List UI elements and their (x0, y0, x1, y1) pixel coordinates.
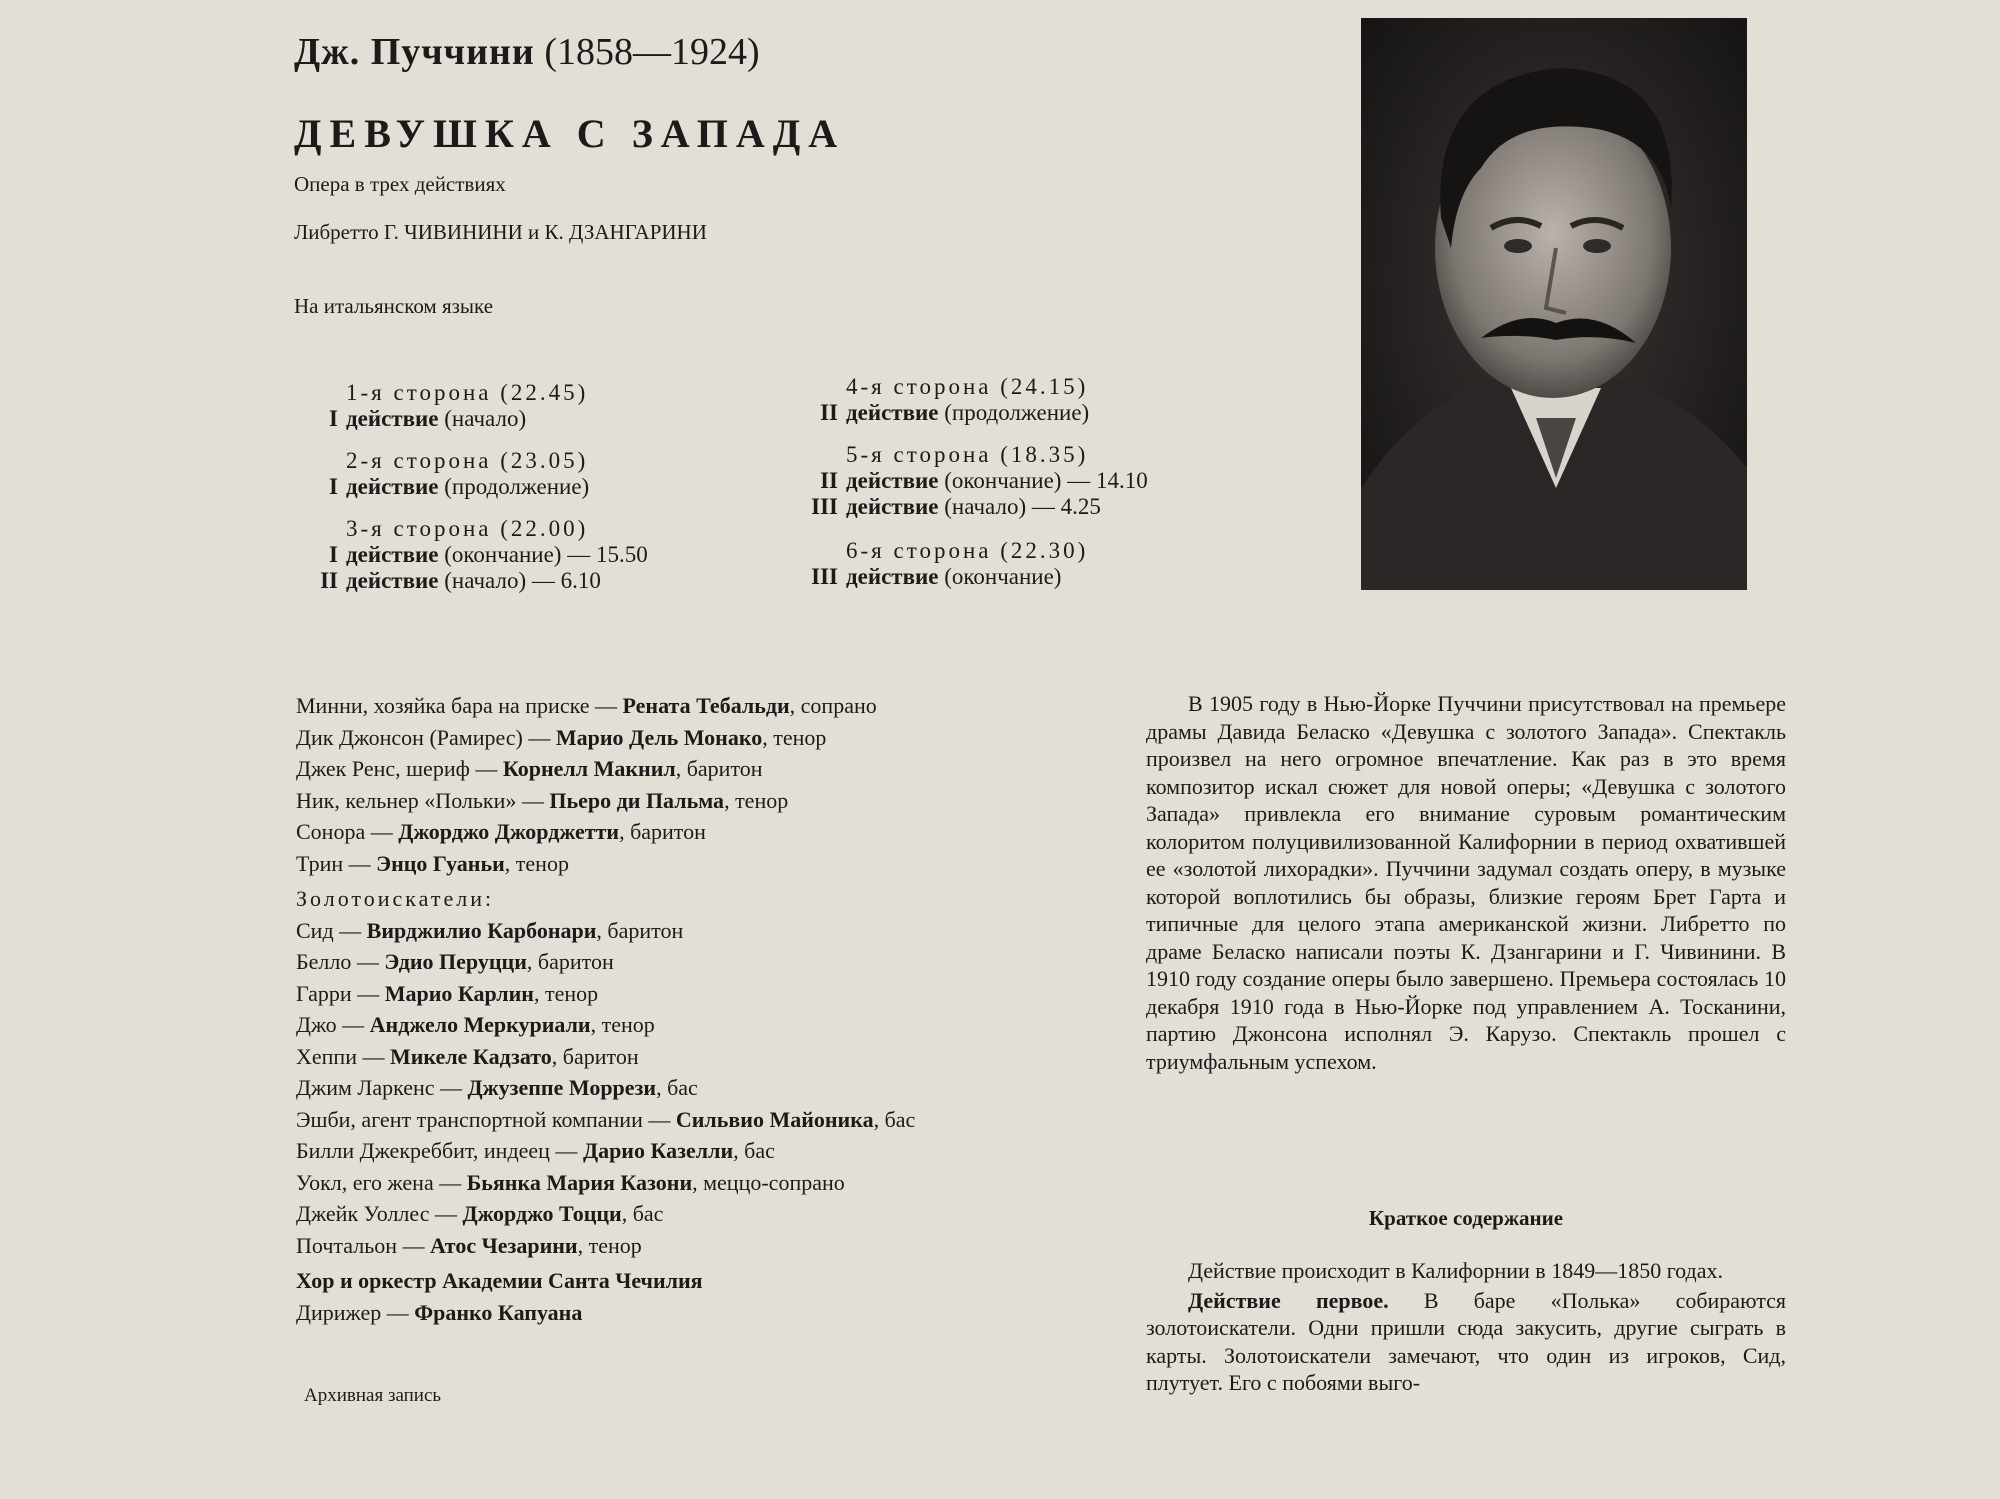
composer-name: Дж. Пуччини (294, 31, 535, 73)
cast-line: Джим Ларкенс — Джузеппе Моррези, бас (296, 1075, 698, 1100)
summary-paragraph-1: Действие происходит в Калифорнии в 1849—1850 годах. (1188, 1258, 1723, 1283)
language-note: На итальянском языке (294, 294, 494, 318)
cast-line: Сид — Вирджилио Карбонари, баритон (296, 917, 684, 943)
composer-years: (1858—1924) (544, 31, 760, 73)
intro-text (1146, 690, 1786, 1075)
opera-title: ДЕВУШКА С ЗАПАДА (294, 111, 846, 156)
side-header: 4-я сторона (24.15) (846, 374, 1089, 399)
choir-orchestra: Хор и оркестр Академии Санта Чечилия (296, 1268, 703, 1293)
summary-heading: Краткое содержание (1368, 1206, 1564, 1230)
side-2 (300, 448, 820, 500)
cast-line: Ник, кельнер «Польки» — Пьеро ди Пальма, тенор (296, 787, 789, 813)
opera-subtitle: Опера в трех действиях (294, 172, 506, 196)
cast-line: Сонора — Джорджо Джорджетти, баритон (296, 819, 706, 844)
cast-line: Уокл, его жена — Бьянка Мария Казони, меццо-сопрано (296, 1169, 845, 1195)
cast-line: Гарри — Марио Карлин, тенор (296, 980, 599, 1006)
side-1 (300, 380, 820, 432)
side-row: II действие (продолжение) (820, 400, 1090, 425)
cast-line: Эшби, агент транспортной компании — Сильвио Майоника, бас (296, 1106, 916, 1132)
side-row: III действие (окончание) (811, 564, 1062, 589)
cast-line: Джейк Уоллес — Джорджо Тоцци, бас (296, 1201, 664, 1226)
side-header: 5-я сторона (18.35) (846, 442, 1089, 467)
side-row: I действие (окончание) — 15.50 (329, 542, 648, 567)
cast-line: Хеппи — Микеле Кадзато, баритон (296, 1043, 639, 1069)
composer-heading (294, 30, 760, 74)
side-header: 6-я сторона (22.30) (846, 538, 1089, 563)
side-row: III действие (начало) — 4.25 (811, 494, 1101, 519)
conductor-line: Дирижер — Франко Капуана (296, 1299, 583, 1325)
side-row: II действие (окончание) — 14.10 (820, 468, 1148, 493)
side-6 (800, 538, 1320, 590)
summary-paragraph-2: Действие первое. В баре «Полька» собираются золотоискатели. Одни пришли сюда закусить, другие сыграть в карты. Золотоискатели замечают, что один из игроков, Сид, плутует. Его с побоями выго- (1146, 1287, 1786, 1395)
side-row: II действие (начало) — 6.10 (320, 568, 601, 593)
cast-line: Джек Ренс, шериф — Корнелл Макнил, баритон (296, 756, 763, 781)
side-4 (800, 374, 1320, 426)
side-header: 3-я сторона (22.00) (346, 516, 589, 541)
intro-paragraph: В 1905 году в Нью-Йорке Пуччини присутствовал на премьере драмы Давида Беласко «Девушка с золотого Запада». Спектакль произвел на него огромное впечатление. Как раз в это время композитор искал сюжет для новой оперы; «Девушка с золотого Запада» привлекла его внимание суровым романтическим колоритом полуцивилизованной Калифорнии в период охватившей ее «золотой лихорадки». Пуччини задумал создать оперу, в музыке которой воплотились бы образы, близкие героям Брет Гарта и типичные для целого этапа американской жизни. Либретто по драме Беласко написали поэты К. Дзангарини и Г. Чивинини. В 1910 году создание оперы было завершено. Премьера состоялась 10 декабря 1910 года в Нью-Йорке под управлением А. Тосканини, партию Джонсона исполнял Э. Карузо. Спектакль прошел с триумфальным успехом. (1146, 691, 1786, 1074)
side-row: I действие (начало) (329, 406, 527, 431)
libretto-credit: Либретто Г. ЧИВИНИНИ и К. ДЗАНГАРИНИ (294, 220, 707, 244)
cast-line: Почтальон — Атос Чезарини, тенор (296, 1232, 642, 1258)
summary-text (1146, 1257, 1786, 1399)
cast-line: Белло — Эдио Перуцци, баритон (296, 949, 614, 974)
archive-note: Архивная запись (304, 1385, 442, 1406)
cast-line: Билли Джекреббит, индеец — Дарио Казелли, бас (296, 1138, 775, 1163)
cast-line: Трин — Энцо Гуаньи, тенор (296, 850, 569, 876)
side-5 (800, 442, 1320, 520)
side-3 (300, 516, 820, 594)
cast-line: Дик Джонсон (Рамирес) — Марио Дель Монако, тенор (296, 724, 827, 750)
portrait-photo-icon (1361, 18, 1747, 590)
side-header: 2-я сторона (23.05) (346, 448, 589, 473)
cast-list (296, 690, 1116, 1328)
side-row: I действие (продолжение) (329, 474, 590, 499)
side-header: 1-я сторона (22.45) (346, 380, 589, 405)
gold-diggers-heading: Золотоискатели: (296, 886, 495, 911)
cast-line: Минни, хозяйка бара на приске — Рената Тебальди, сопрано (296, 693, 877, 718)
cast-line: Джо — Анджело Меркуриали, тенор (296, 1012, 655, 1037)
composer-portrait (1361, 18, 1747, 590)
